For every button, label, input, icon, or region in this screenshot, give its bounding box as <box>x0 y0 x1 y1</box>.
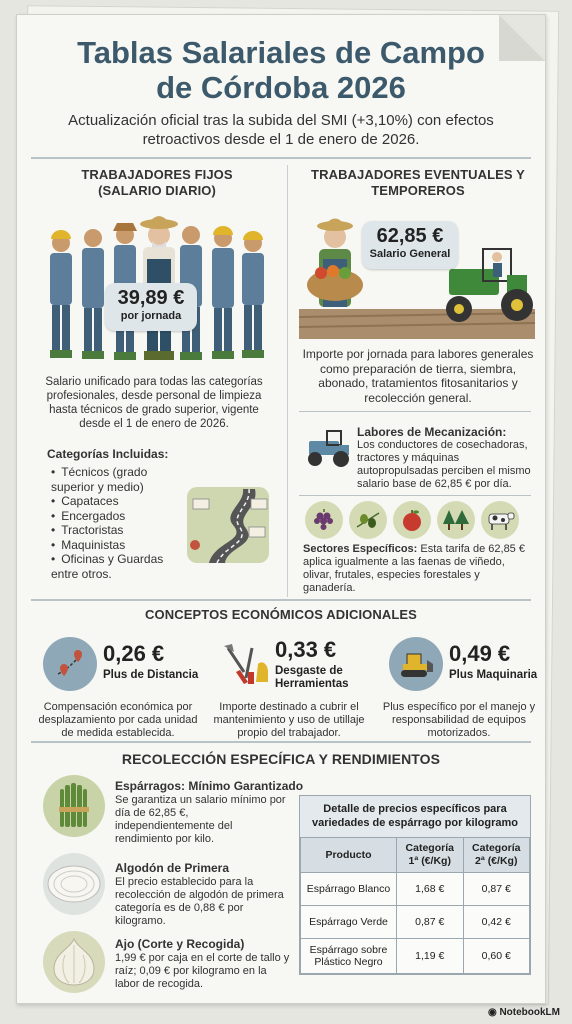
table-header-row <box>301 838 530 873</box>
divider <box>31 157 531 159</box>
table-caption: Detalle de precios específicos para variedades de espárrago por kilogramo <box>300 796 530 837</box>
grapes-icon <box>305 501 343 539</box>
table-cell: 0,87 € <box>463 873 530 906</box>
concepto-maquinaria-label: Plus Maquinaria <box>449 669 538 681</box>
page-title: Tablas Salariales de Campo de Córdoba 2026 <box>77 35 485 105</box>
fijos-categories-heading: Categorías Incluidas: <box>47 447 169 461</box>
notebooklm-logo-icon: ◉ <box>487 1007 497 1018</box>
divider <box>31 741 531 743</box>
forest-icon <box>437 501 475 539</box>
table-cell: 0,60 € <box>463 939 530 974</box>
concepto-herramientas-value: 0,33 € <box>275 637 337 662</box>
ajo-title: Ajo (Corte y Recogida) <box>115 937 245 951</box>
eventuales-description: Importe por jornada para labores generales como preparación de tierra, siembra, abonado, tratamientos fitosanitarios y recolección general. <box>302 347 534 405</box>
fijos-amount-label: por jornada <box>120 310 182 322</box>
esparragos-title: Espárragos: Mínimo Garantizado <box>115 779 304 793</box>
algodon-title: Algodón de Primera <box>115 861 230 875</box>
fijos-description: Salario unificado para todas las categorías profesionales, desde personal de limpieza hasta técnicos de grado superior, vigente desde el 1 de enero de 2026. <box>45 376 263 430</box>
notebooklm-watermark <box>488 1007 560 1018</box>
eventuales-heading: TRABAJADORES EVENTUALES Y TEMPOREROS <box>311 167 525 198</box>
table-row <box>301 873 530 906</box>
column-divider <box>287 165 288 597</box>
map-pin-icon <box>43 637 97 691</box>
sectores-title: Sectores Específicos: <box>303 543 418 555</box>
sectores-text: Esta tarifa de 62,85 € aplica igualmente a las faenas de viñedo, olivar, frutales, especies forestales y ganadería. <box>303 543 525 594</box>
list-item: • Maquinistas <box>51 538 183 553</box>
divider <box>299 411 531 412</box>
table-header: Categoría 2ª (€/Kg) <box>463 838 530 873</box>
table-cell: Espárrago sobre Plástico Negro <box>301 939 397 974</box>
algodon-text: El precio establecido para la recolección de algodón de primera categoría es de 0,88 € por kilogramo. <box>115 876 284 927</box>
recoleccion-heading: RECOLECCIÓN ESPECÍFICA Y RENDIMIENTOS <box>121 751 441 767</box>
table-cell: 1,68 € <box>397 873 464 906</box>
concepto-distancia-description: Compensación económica por desplazamiento por cada unidad de medida establecida. <box>38 701 198 739</box>
infographic-sheet <box>16 14 546 1004</box>
divider <box>299 495 531 496</box>
concepto-distancia-label: Plus de Distancia <box>103 669 199 681</box>
road-map-icon <box>185 485 271 565</box>
concepto-herramientas-label: Desgaste de Herramientas <box>275 665 349 690</box>
page-subtitle: Actualización oficial tras la subida del SMI (+3,10%) con efectos retroactivos desde el 1 de enero de 2026. <box>68 112 494 148</box>
olive-icon <box>349 501 387 539</box>
table-row <box>301 939 530 974</box>
fijos-heading: TRABAJADORES FIJOS (SALARIO DIARIO) <box>81 167 233 198</box>
table-cell: 1,19 € <box>397 939 464 974</box>
table-cell: Espárrago Verde <box>301 906 397 939</box>
list-item: • Capataces <box>51 494 183 509</box>
tools-icon <box>219 637 273 691</box>
concepto-herramientas-description: Importe destinado a cubrir el mantenimiento y uso de utillaje propio del trabajador. <box>213 701 365 739</box>
apple-icon <box>393 501 431 539</box>
conceptos-heading: CONCEPTOS ECONÓMICOS ADICIONALES <box>145 607 417 622</box>
bulldozer-icon <box>389 637 443 691</box>
table-cell: 0,42 € <box>463 906 530 939</box>
list-item: • Técnicos (grado superior y medio) <box>51 465 183 494</box>
concepto-maquinaria-value: 0,49 € <box>449 641 511 666</box>
footer-label: NotebookLM <box>499 1007 560 1018</box>
divider <box>31 599 531 601</box>
esparragos-text: Se garantiza un salario mínimo por día de 62,85 €, independientemente del rendimiento por kilo. <box>115 794 286 845</box>
eventuales-amount-badge <box>362 221 458 269</box>
ajo-text: 1,99 € por caja en el corte de tallo y raíz; 0,09 € por kilogramo en la labor de recogida. <box>115 952 290 990</box>
eventuales-amount: 62,85 € <box>376 225 444 247</box>
table-cell: 0,87 € <box>397 906 464 939</box>
mecanizacion-text: Los conductores de cosechadoras, tractores y máquinas autopropulsadas perciben el mismo salario base de 62,85 € por día. <box>357 439 531 490</box>
concepto-maquinaria-description: Plus específico por el manejo y responsabilidad de equipos motorizados. <box>382 701 536 739</box>
table-cell: Espárrago Blanco <box>301 873 397 906</box>
fijos-amount-badge <box>105 283 197 331</box>
asparagus-icon <box>43 775 105 837</box>
esparragos-price-table <box>299 795 531 975</box>
fijos-categories-list <box>51 465 183 581</box>
garlic-icon <box>43 931 105 993</box>
mecanizacion-title: Labores de Mecanización: <box>357 425 507 439</box>
list-item: • Oficinas y Guardas entre otros. <box>51 552 183 581</box>
cotton-icon <box>43 853 105 915</box>
cow-icon <box>481 501 519 539</box>
eventuales-amount-label: Salario General <box>369 248 451 260</box>
table-row <box>301 906 530 939</box>
list-item: • Encergados <box>51 509 183 524</box>
table-header: Categoría 1ª (€/Kg) <box>397 838 464 873</box>
tractor-icon <box>303 427 353 469</box>
sectores-paragraph <box>303 543 535 595</box>
concepto-distancia-value: 0,26 € <box>103 641 165 666</box>
price-table <box>300 837 530 974</box>
fijos-amount: 39,89 € <box>117 287 185 309</box>
list-item: • Tractoristas <box>51 523 183 538</box>
table-header: Producto <box>301 838 397 873</box>
